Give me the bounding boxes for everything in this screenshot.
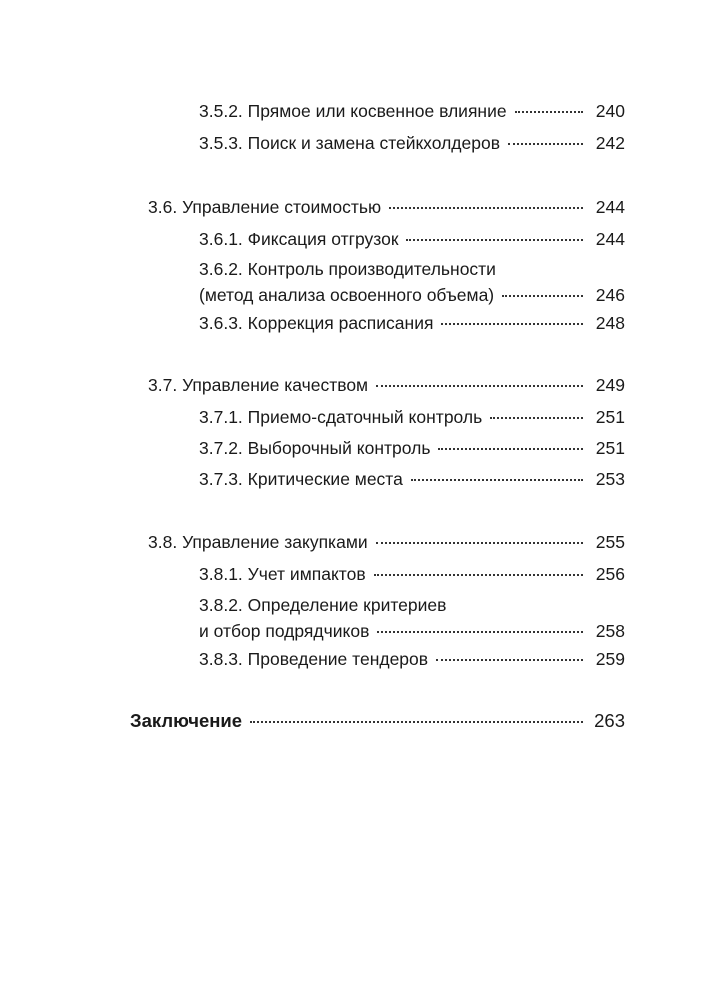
toc-number: 3.8.1. (199, 564, 243, 584)
toc-entry-3-8-1[interactable] (199, 566, 625, 584)
dot-leader (441, 323, 583, 325)
toc-page-number: 244 (595, 229, 625, 249)
toc-title: Приемо-сдаточный контроль (247, 407, 483, 427)
dot-leader (389, 207, 583, 209)
toc-title: Фиксация отгрузок (247, 229, 399, 249)
toc-number: 3.6.2. (199, 259, 243, 279)
toc-title: Учет импактов (247, 564, 366, 584)
toc-page-number: 249 (595, 375, 625, 395)
toc-entry-3-7-3[interactable] (199, 471, 625, 489)
dot-leader (376, 385, 583, 387)
dot-leader (490, 417, 583, 419)
dot-leader (376, 542, 583, 544)
toc-number: 3.7.2. (199, 438, 243, 458)
dot-leader (374, 574, 583, 576)
toc-entry-3-8-2[interactable] (199, 597, 625, 640)
dot-leader (508, 143, 583, 145)
toc-page-number: 255 (595, 532, 625, 552)
toc-title: Заключение (130, 710, 243, 731)
toc-entry-3-7[interactable] (148, 377, 625, 395)
toc-entry-3-8-3[interactable] (199, 651, 625, 669)
toc-number: 3.8. (148, 532, 178, 552)
dot-leader (515, 111, 583, 113)
dot-leader (502, 295, 583, 297)
toc-page-number: 263 (594, 710, 625, 731)
toc-number: 3.7.1. (199, 407, 243, 427)
toc-page-number: 244 (595, 197, 625, 217)
toc-title: Коррекция расписания (247, 313, 434, 333)
toc-entry-3-5-2[interactable] (199, 103, 625, 121)
toc-entry-3-7-2[interactable] (199, 440, 625, 458)
toc-title: Прямое или косвенное влияние (247, 101, 507, 121)
toc-entry-3-6-1[interactable] (199, 231, 625, 249)
dot-leader (406, 239, 583, 241)
toc-entry-3-6-3[interactable] (199, 315, 625, 333)
toc-page-number: 251 (595, 407, 625, 427)
toc-page-number: 259 (595, 649, 625, 669)
toc-entry-3-7-1[interactable] (199, 409, 625, 427)
toc-entry-3-6[interactable] (148, 199, 625, 217)
toc-number: 3.7. (148, 375, 178, 395)
toc-entry-3-8[interactable] (148, 534, 625, 552)
toc-number: 3.6.1. (199, 229, 243, 249)
toc-entry-conclusion[interactable] (130, 712, 625, 731)
toc-number: 3.7.3. (199, 469, 243, 489)
dot-leader (377, 631, 583, 633)
toc-number: 3.8.3. (199, 649, 243, 669)
toc-number: 3.6.3. (199, 313, 243, 333)
dot-leader (436, 659, 583, 661)
toc-title: Критические места (247, 469, 403, 489)
toc-number: 3.6. (148, 197, 178, 217)
toc-title: Проведение тендеров (247, 649, 429, 669)
toc-page-number: 248 (595, 313, 625, 333)
toc-title-line2: и отбор подрядчиков (199, 620, 370, 641)
toc-title: Поиск и замена стейкхолдеров (247, 133, 500, 153)
toc-page-number: 242 (595, 133, 625, 153)
toc-title-line2: (метод анализа освоенного объема) (199, 284, 495, 305)
dot-leader (438, 448, 583, 450)
toc-number: 3.5.2. (199, 101, 243, 121)
toc-number: 3.8.2. (199, 595, 243, 615)
toc-title: Управление качеством (182, 375, 369, 395)
dot-leader (250, 721, 583, 723)
toc-page-number: 251 (595, 438, 625, 458)
toc-entry-3-5-3[interactable] (199, 135, 625, 153)
toc-title: Управление закупками (182, 532, 368, 552)
toc-page-number: 256 (595, 564, 625, 584)
toc-page-number: 253 (595, 469, 625, 489)
toc-page-number: 246 (595, 284, 625, 305)
toc-title: Выборочный контроль (247, 438, 431, 458)
toc-title-line1: Определение критериев (247, 595, 447, 615)
toc-title-line1: Контроль производительности (247, 259, 496, 279)
toc-page-number: 258 (595, 620, 625, 641)
toc-number: 3.5.3. (199, 133, 243, 153)
toc-title: Управление стоимостью (182, 197, 382, 217)
toc-page-number: 240 (595, 101, 625, 121)
toc-entry-3-6-2[interactable] (199, 261, 625, 304)
dot-leader (411, 479, 583, 481)
